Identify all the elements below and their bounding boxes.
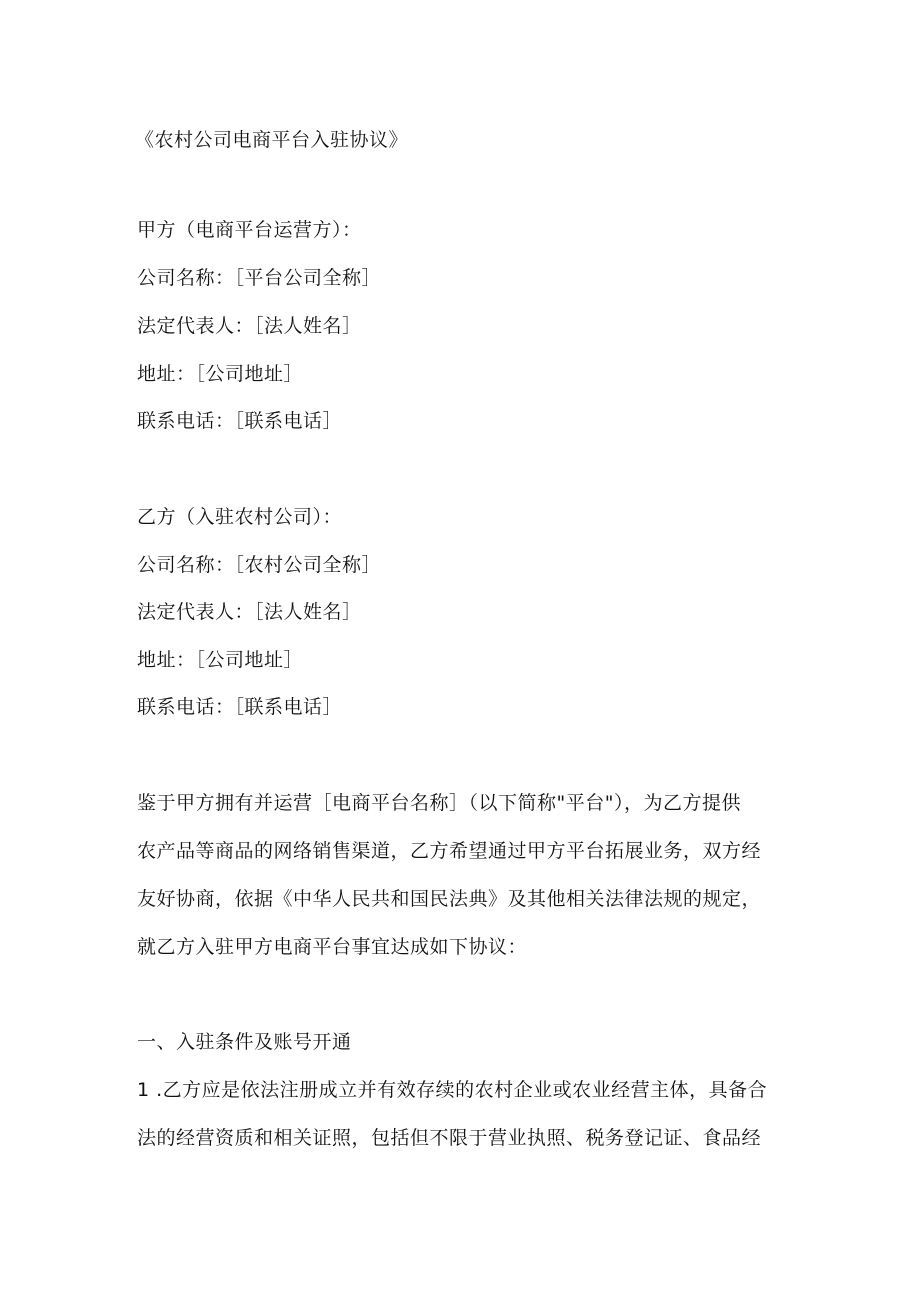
preamble-line: 农产品等商品的网络销售渠道，乙方希望通过甲方平台拓展业务，双方经 [137, 840, 762, 862]
preamble-line: 鉴于甲方拥有并运营［电商平台名称］（以下简称"平台"），为乙方提供 [137, 792, 741, 814]
party-b-representative: 法定代表人：［法人姓名］ [137, 601, 362, 623]
item-line: 法的经营资质和相关证照，包括但不限于营业执照、税务登记证、食品经 [137, 1127, 762, 1149]
party-a-representative: 法定代表人：［法人姓名］ [137, 315, 362, 337]
section-1-item-1 [137, 1078, 787, 1174]
preamble-paragraph [137, 791, 787, 983]
item-line: 1 .乙方应是依法注册成立并有效存续的农村企业或农业经营主体，具备合 [137, 1079, 768, 1101]
party-b-address: 地址：［公司地址］ [137, 649, 304, 671]
party-a-company: 公司名称：［平台公司全称］ [137, 267, 382, 289]
party-a-heading: 甲方（电商平台运营方）： [137, 219, 362, 241]
preamble-line: 就乙方入驻甲方电商平台事宜达成如下协议： [137, 936, 528, 958]
party-a-phone: 联系电话：［联系电话］ [137, 410, 343, 432]
party-b-company: 公司名称：［农村公司全称］ [137, 554, 382, 576]
party-b-heading: 乙方（入驻农村公司）： [137, 506, 343, 528]
party-a-address: 地址：［公司地址］ [137, 363, 304, 385]
preamble-line: 友好协商，依据《中华人民共和国民法典》及其他相关法律法规的规定， [137, 888, 762, 910]
section-1-heading: 一、入驻条件及账号开通 [137, 1031, 352, 1053]
document-title: 《农村公司电商平台入驻协议》 [135, 129, 409, 151]
party-b-phone: 联系电话：［联系电话］ [137, 696, 343, 718]
